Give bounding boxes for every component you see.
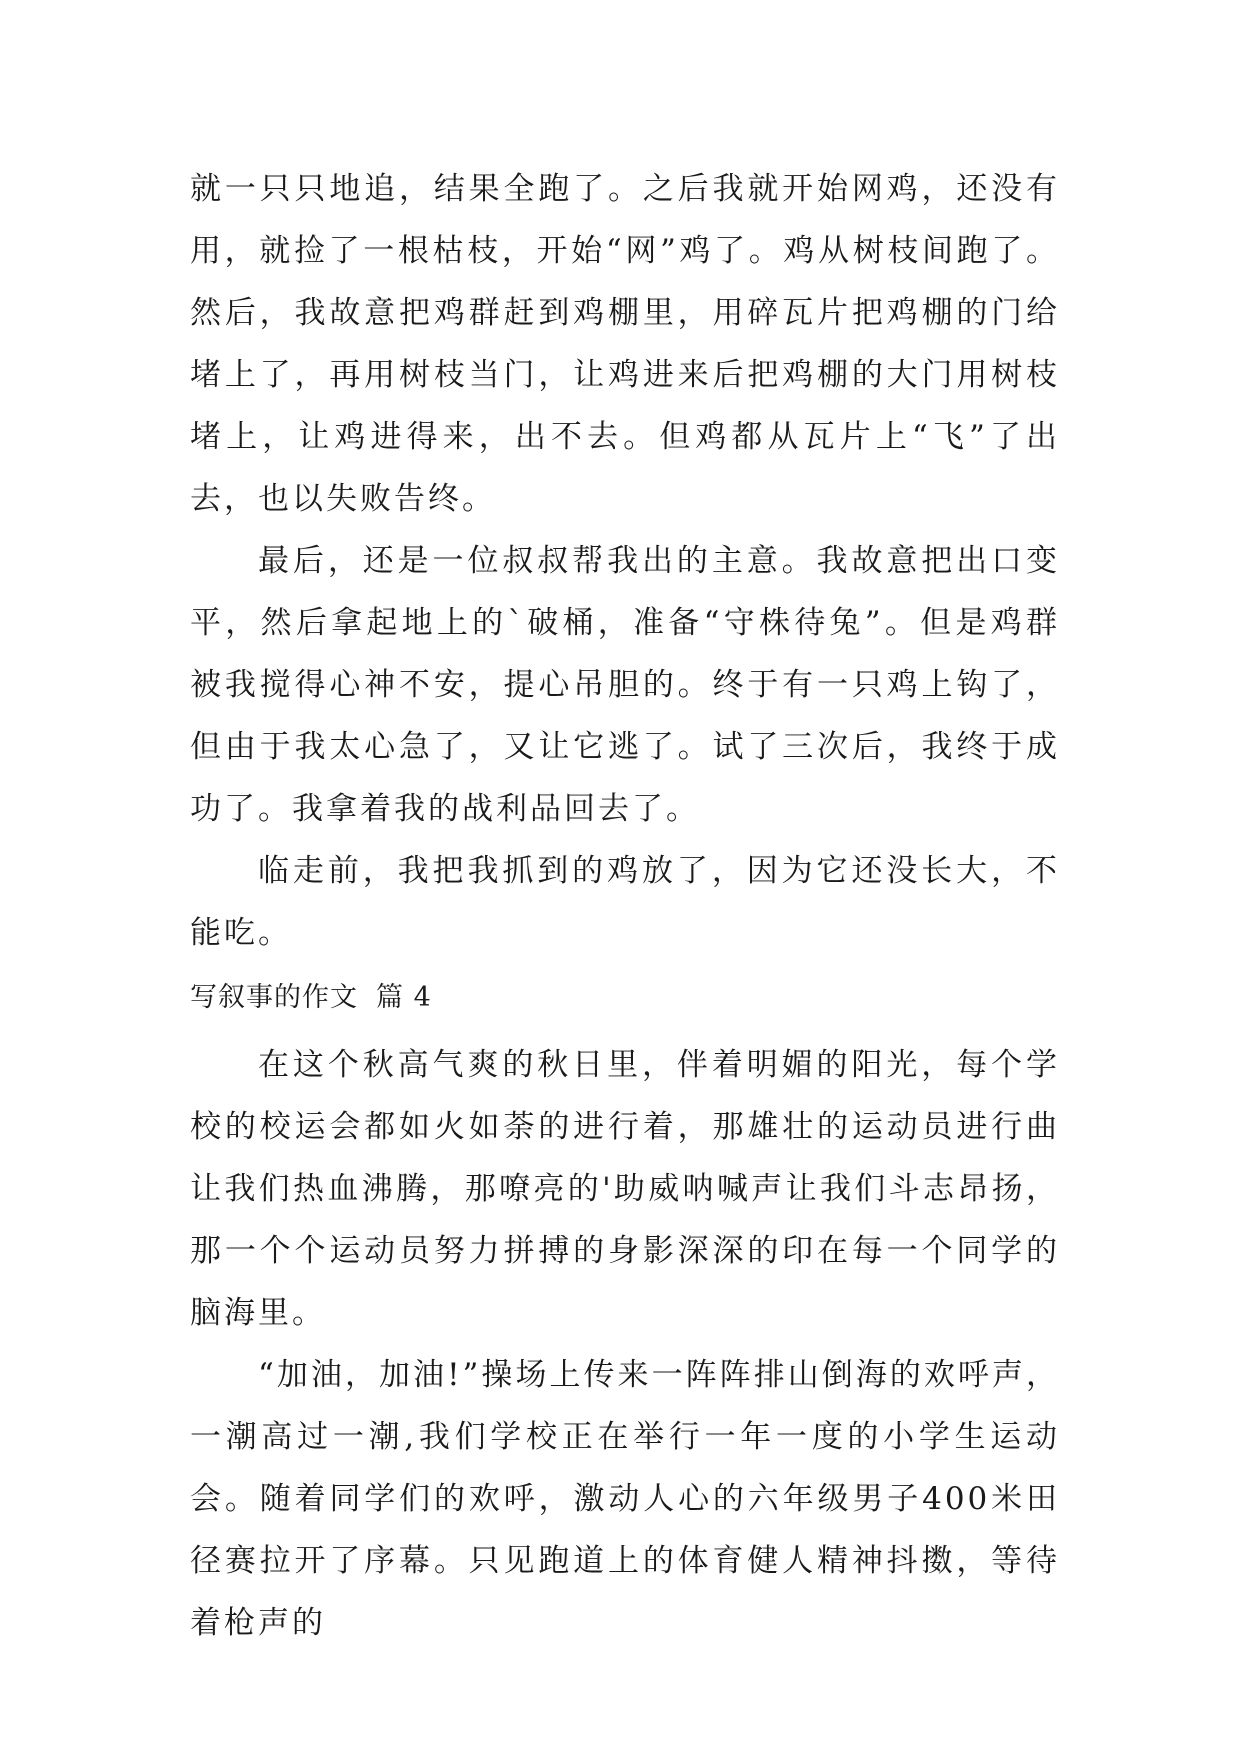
paragraph: 临走前，我把我抓到的鸡放了，因为它还没长大，不能吃。 <box>190 853 1060 951</box>
section-1-body <box>190 158 1060 964</box>
section-heading <box>190 978 432 1018</box>
paragraph: 在这个秋高气爽的秋日里，伴着明媚的阳光，每个学校的校运会都如火如荼的进行着，那雄壮的运动员进行曲让我们热血沸腾，那嘹亮的'助威呐喊声让我们斗志昂扬，那一个个运动员努力拼搏的身影深深的印在每一个同学的脑海里。 <box>190 1047 1060 1331</box>
paragraph: “加油，加油!”操场上传来一阵阵排山倒海的欢呼声，一潮高过一潮,我们学校正在举行一年一度的小学生运动会。随着同学们的欢呼，激动人心的六年级男子400米田径赛拉开了序幕。只见跑道上的体育健人精神抖擞，等待着枪声的 <box>190 1357 1060 1641</box>
section-label: 篇 4 <box>376 982 432 1013</box>
paragraph: 就一只只地追，结果全跑了。之后我就开始网鸡，还没有用，就捡了一根枯枝，开始“网”鸡了。鸡从树枝间跑了。然后，我故意把鸡群赶到鸡棚里，用碎瓦片把鸡棚的门给堵上了，再用树枝当门，让鸡进来后把鸡棚的大门用树枝堵上，让鸡进得来，出不去。但鸡都从瓦片上“飞”了出去，也以失败告终。 <box>190 171 1060 517</box>
section-title: 写叙事的作文 <box>190 982 358 1013</box>
paragraph: 最后，还是一位叔叔帮我出的主意。我故意把出口变平，然后拿起地上的`破桶，准备“守株待兔”。但是鸡群被我搅得心神不安，提心吊胆的。终于有一只鸡上钩了，但由于我太心急了，又让它逃了。试了三次后，我终于成功了。我拿着我的战利品回去了。 <box>190 543 1060 827</box>
section-2-body <box>190 1034 1060 1654</box>
